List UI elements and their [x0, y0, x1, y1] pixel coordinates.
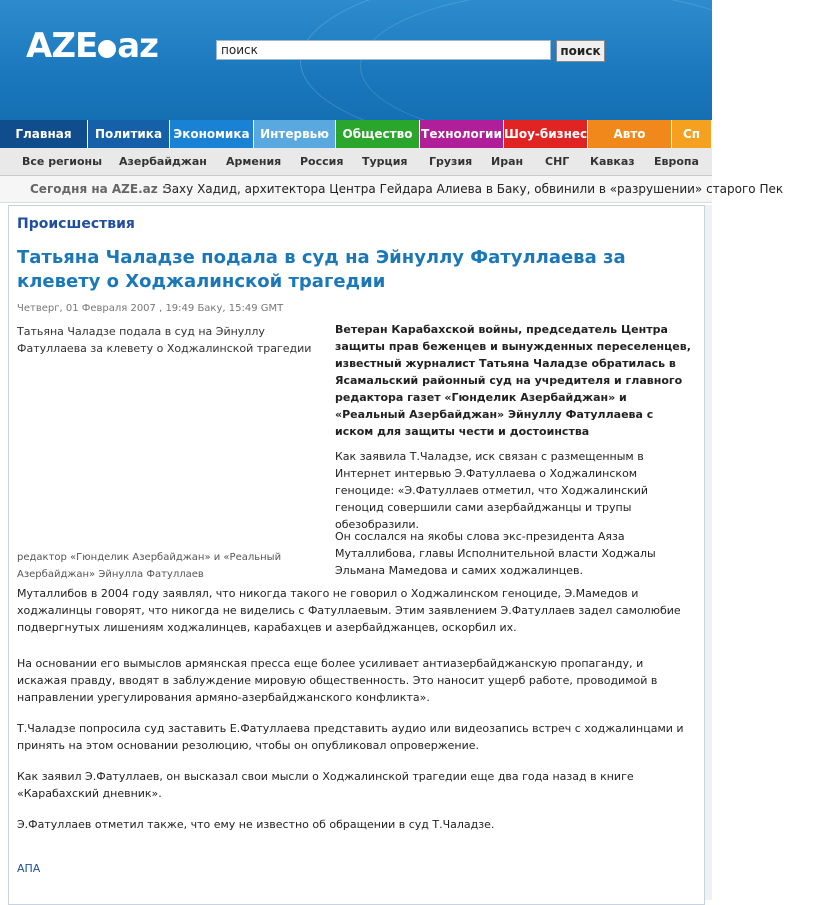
article-paragraph-7: Э.Фатуллаев отметил также, что ему не известно об обращении в суд Т.Чаладзе. — [17, 818, 495, 831]
region-link[interactable]: Все регионы — [22, 155, 103, 168]
nav-item[interactable]: Общество — [336, 120, 420, 148]
logo-globe-icon — [98, 40, 116, 58]
nav-item[interactable]: Технологии — [420, 120, 504, 148]
logo-text-left: AZE — [26, 26, 98, 66]
photo-alt-text: Татьяна Чаладзе подала в суд на Эйнуллу Фатуллаева за клевету о Ходжалинской трагедии — [17, 325, 312, 355]
nav-item[interactable]: Экономика — [170, 120, 254, 148]
article-title: Татьяна Чаладзе подала в суд на Эйнуллу Фатуллаева за клевету о Ходжалинской трагедии — [17, 247, 626, 292]
site-header — [0, 0, 712, 120]
regions-bar — [0, 148, 712, 176]
region-link[interactable]: Европа — [654, 155, 699, 168]
region-link[interactable]: Турция — [362, 155, 408, 168]
region-link[interactable]: Грузия — [429, 155, 473, 168]
region-link[interactable]: Армения — [226, 155, 282, 168]
main-nav — [0, 120, 712, 148]
nav-item[interactable]: Политика — [88, 120, 170, 148]
nav-item[interactable]: Авто — [588, 120, 672, 148]
nav-item[interactable]: Главная — [0, 120, 88, 148]
article-paragraph-4: На основании его вымыслов армянская пресса еще более усиливает антиазербайджанскую пропаганду, и искажая правду, вводят в заблуждение мировую общественность. Это наносит ущерб работе, проводимой в направлении урегулирования армяно-азербайджанского конфликта». — [17, 657, 658, 704]
ticker-bar — [0, 176, 784, 203]
article-container — [8, 205, 705, 905]
article-paragraph-3: Муталлибов в 2004 году заявлял, что никогда такого не говорил о Ходжалинском геноциде, Э.Мамедов и ходжалинцы говорят, что никогда не виделись с Фатуллаевым. Этим заявлением Э.Фатуллаев задел самолюбие подвергнутых лишениям ходжалинцев, карабахцев и азербайджанцев, оскорбил их. — [17, 587, 681, 634]
ticker-headline[interactable]: Заху Хадид, архитектора Центра Гейдара Алиева в Баку, обвинили в «разрушении» старого Пек — [164, 182, 784, 196]
article-paragraph-1: Как заявила Т.Чаладзе, иск связан с размещенным в Интернет интервью Э.Фатуллаева о Ходжалинском геноциде: «Э.Фатуллаев отметил, что Ходжалинский геноцид совершили сами азербайджанцы и трупы обезобразили. — [335, 450, 649, 531]
section-title[interactable]: Происшествия — [17, 216, 135, 232]
search-input[interactable]: поиск — [216, 40, 551, 60]
search-button[interactable]: поиск — [556, 40, 605, 62]
site-logo[interactable] — [26, 26, 158, 66]
article-lead: Ветеран Карабахской войны, председатель Центра защиты прав беженцев и вынужденных переселенцев, известный журналист Татьяна Чаладзе обратилась в Ясамальский районный суд на учредителя и главного редактора газет «Гюнделик Азербайджан» и «Реальный Азербайджан» Эйнуллу Фатуллаева с иском для защиты чести и достоинства — [335, 323, 691, 438]
nav-item[interactable]: Шоу-бизнес — [504, 120, 588, 148]
region-link[interactable]: Кавказ — [590, 155, 635, 168]
region-link[interactable]: Россия — [300, 155, 344, 168]
region-link[interactable]: Иран — [491, 155, 524, 168]
article-paragraph-5: Т.Чаладзе попросила суд заставить Е.Фатуллаева представить аудио или видеозапись встреч с ходжалинцами и принять на этом основании резолюцию, чтобы он опубликовал опровержение. — [17, 722, 684, 752]
article-paragraph-2: Он сослался на якобы слова экс-президента Аяза Муталлибова, главы Исполнительной власти Ходжалы Эльмана Мамедова и самих ходжалинцев. — [335, 530, 656, 577]
nav-item[interactable]: Сп — [672, 120, 712, 148]
article-source[interactable]: АПА — [17, 862, 41, 875]
nav-item[interactable]: Интервью — [254, 120, 336, 148]
photo-caption: редактор «Гюнделик Азербайджан» и «Реальный Азербайджан» Эйнулла Фатуллаев — [17, 552, 282, 580]
region-link[interactable]: Азербайджан — [119, 155, 207, 168]
article-date: Четверг, 01 Февраля 2007 , 19:49 Баку, 15:49 GMT — [17, 303, 284, 314]
ticker-label: Сегодня на AZE.az : — [30, 182, 167, 196]
right-gutter — [705, 205, 712, 900]
region-link[interactable]: СНГ — [545, 155, 570, 168]
logo-text-right: az — [117, 26, 158, 66]
article-paragraph-6: Как заявил Э.Фатуллаев, он высказал свои мысли о Ходжалинской трагедии еще два года назад в книге «Карабахский дневник». — [17, 770, 634, 800]
